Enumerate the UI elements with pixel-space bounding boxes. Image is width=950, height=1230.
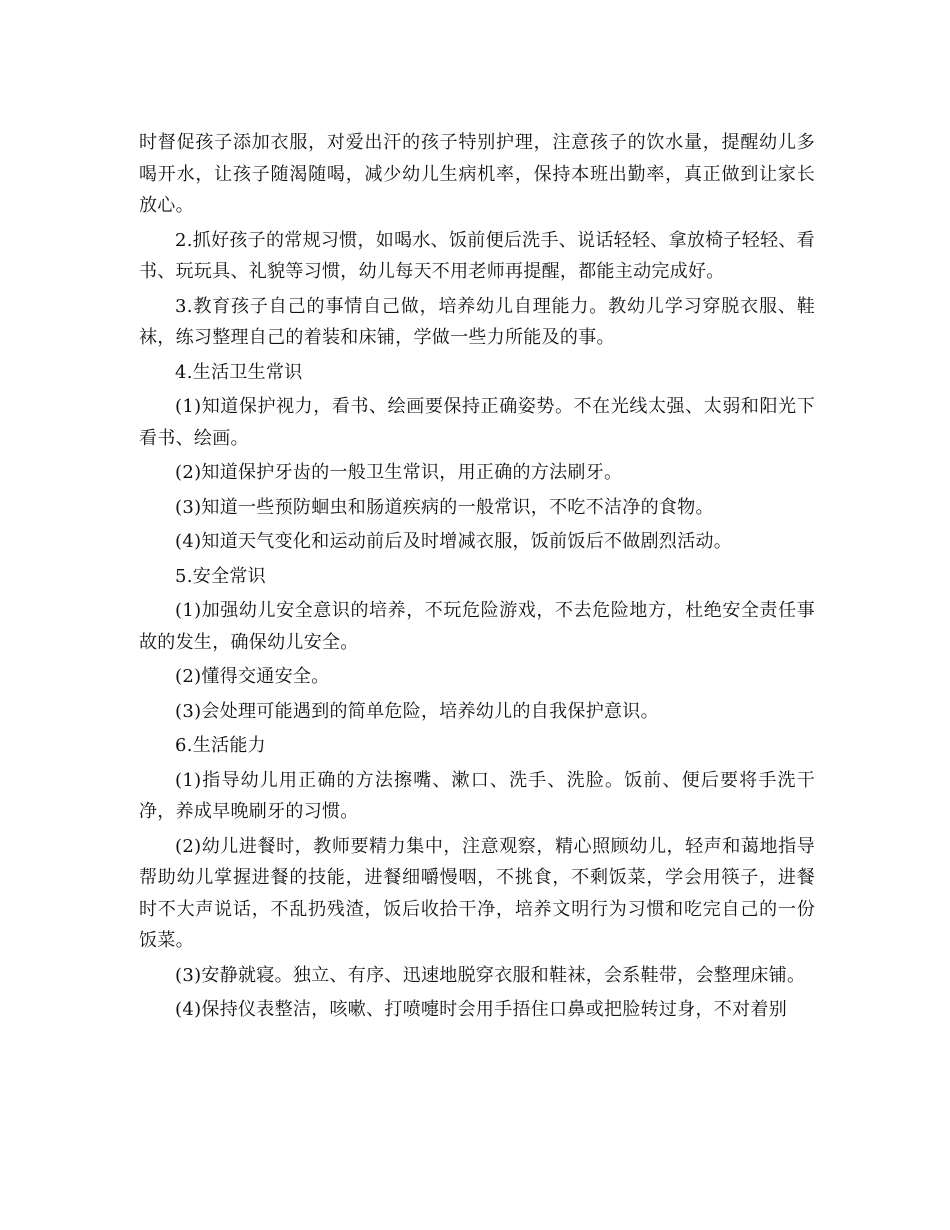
list-item-safety-1: (1)加强幼儿安全意识的培养，不玩危险游戏，不去危险地方，杜绝安全责任事故的发生，确保幼儿安全。 (139, 600, 815, 653)
paragraph-2: 2.抓好孩子的常规习惯，如喝水、饭前便后洗手、说话轻轻、拿放椅子轻轻、看书、玩玩具、礼貌等习惯，幼儿每天不用老师再提醒，都能主动完成好。 (139, 229, 815, 282)
section-heading-safety: 5.安全常识 (175, 565, 266, 587)
section-heading-hygiene: 4.生活卫生常识 (175, 361, 303, 383)
list-item-hygiene-4: (4)知道天气变化和运动前后及时增减衣服，饭前饭后不做剧烈活动。 (175, 531, 733, 552)
list-item-safety-2: (2)懂得交通安全。 (175, 666, 330, 687)
list-item-safety-3: (3)会处理可能遇到的简单危险，培养幼儿的自我保护意识。 (175, 700, 659, 722)
list-item-hygiene-2: (2)知道保护牙齿的一般卫生常识，用正确的方法刷牙。 (175, 462, 623, 483)
document-page (139, 127, 815, 1029)
paragraph-3: 3.教育孩子自己的事情自己做，培养幼儿自理能力。教幼儿学习穿脱衣服、鞋袜，练习整理自己的着装和床铺，学做一些力所能及的事。 (139, 295, 815, 348)
list-item-life-skills-4: (4)保持仪表整洁，咳嗽、打喷嚏时会用手捂住口鼻或把脸转过身，不对着别 (175, 999, 787, 1020)
list-item-life-skills-2: (2)幼儿进餐时，教师要精力集中，注意观察，精心照顾幼儿，轻声和蔼地指导帮助幼儿掌握进餐的技能，进餐细嚼慢咽，不挑食，不剩饭菜，学会用筷子，进餐时不大声说话，不乱扔残渣，饭后收拾干净，培养文明行为习惯和吃完自己的一份饭菜。 (139, 835, 815, 951)
list-item-life-skills-1: (1)指导幼儿用正确的方法擦嘴、漱口、洗手、洗脸。饭前、便后要将手洗干净，养成早晚刷牙的习惯。 (139, 769, 815, 822)
section-heading-life-skills: 6.生活能力 (175, 735, 266, 756)
list-item-hygiene-1: (1)知道保护视力，看书、绘画要保持正确姿势。不在光线太强、太弱和阳光下看书、绘画。 (139, 396, 815, 449)
list-item-hygiene-3: (3)知道一些预防蛔虫和肠道疾病的一般常识，不吃不洁净的食物。 (175, 496, 714, 518)
list-item-life-skills-3: (3)安静就寝。独立、有序、迅速地脱穿衣服和鞋袜，会系鞋带，会整理床铺。 (175, 964, 806, 986)
paragraph-1: 时督促孩子添加衣服，对爱出汗的孩子特别护理，注意孩子的饮水量，提醒幼儿多喝开水，让孩子随渴随喝，减少幼儿生病机率，保持本班出勤率，真正做到让家长放心。 (139, 132, 815, 216)
